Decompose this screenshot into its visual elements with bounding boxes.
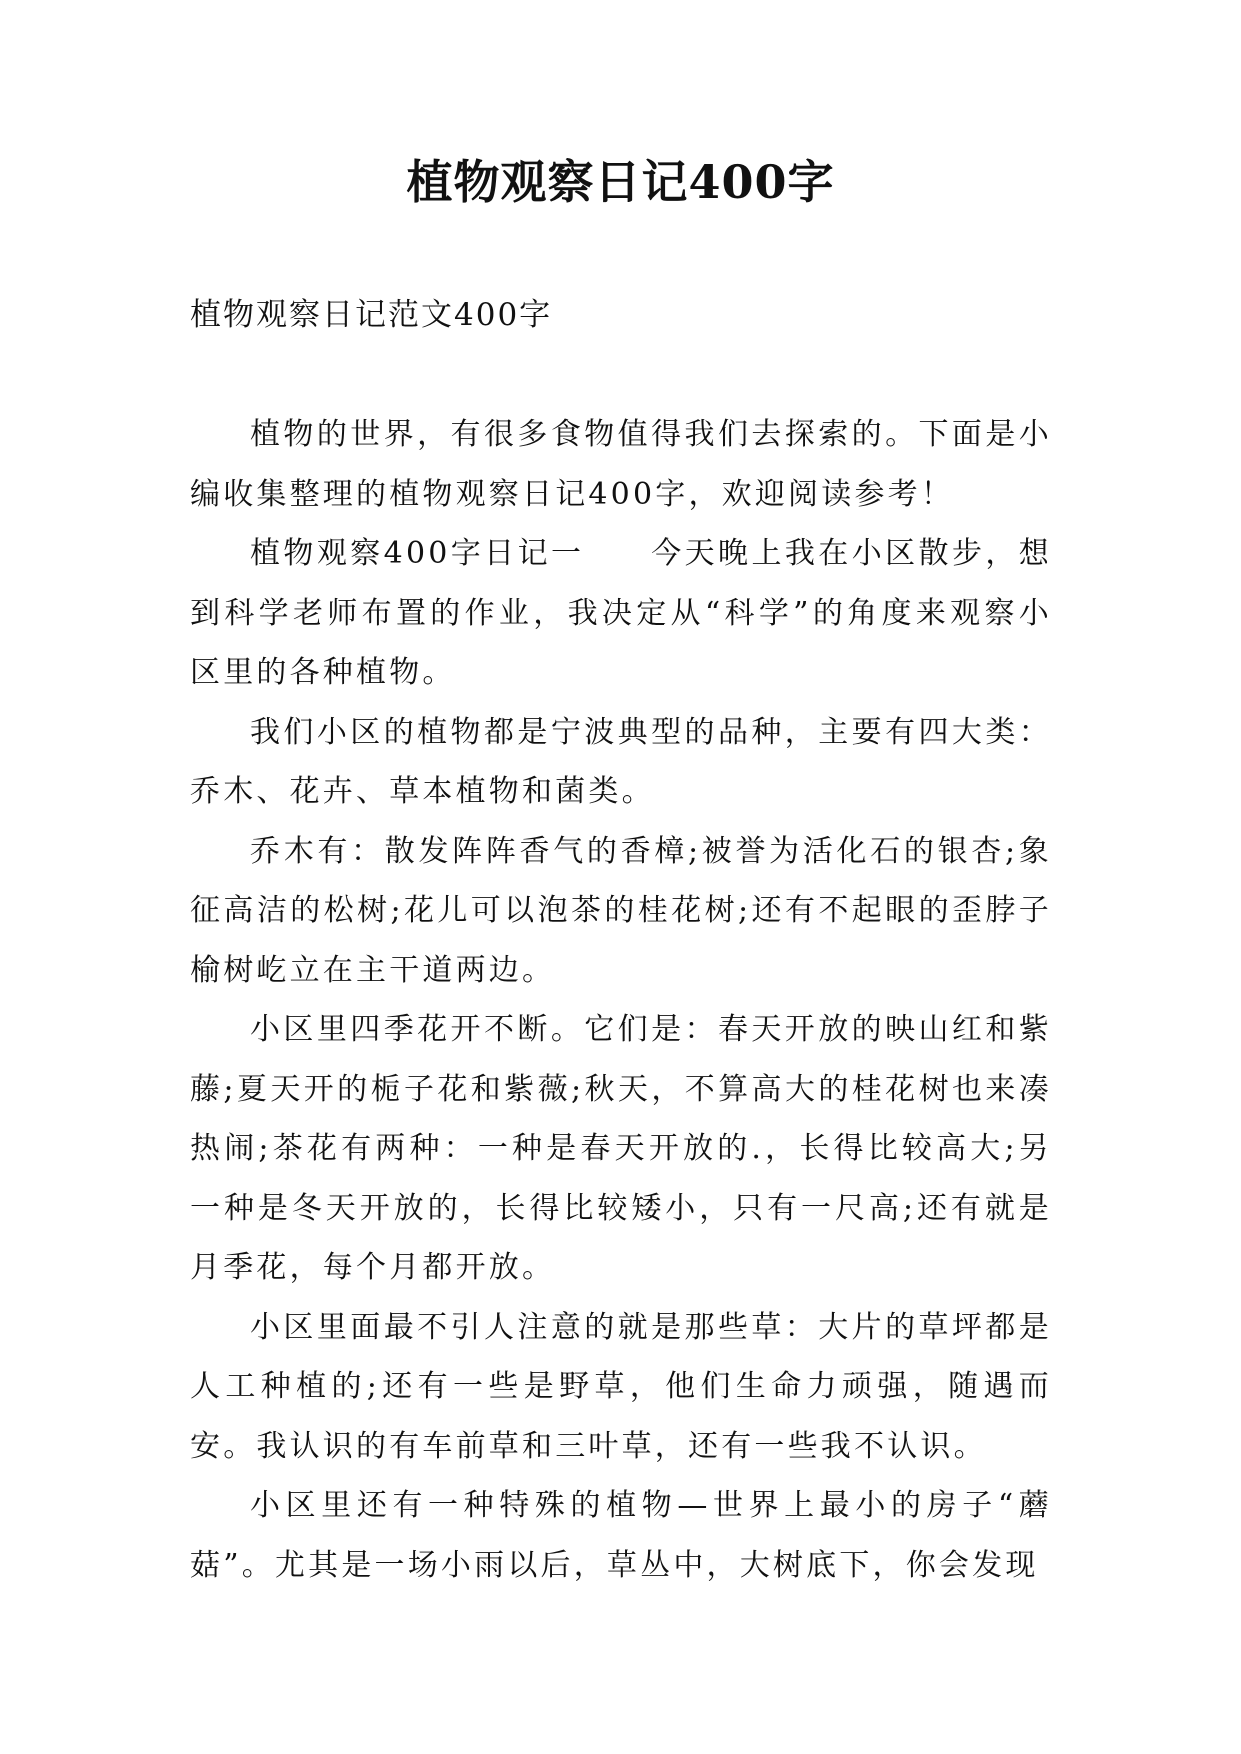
document-body xyxy=(190,405,1052,1595)
paragraph-grass: 小区里面最不引人注意的就是那些草：大片的草坪都是人工种植的;还有一些是野草，他们生命力顽强，随遇而安。我认识的有车前草和三叶草，还有一些我不认识。 xyxy=(190,1309,1052,1464)
document-title: 植物观察日记400字 xyxy=(406,155,835,209)
paragraph-intro: 植物的世界，有很多食物值得我们去探索的。下面是小编收集整理的植物观察日记400字，欢迎阅读参考！ xyxy=(190,417,1052,512)
paragraph-mushrooms: 小区里还有一种特殊的植物—世界上最小的房子“蘑菇”。尤其是一场小雨以后，草丛中，大树底下，你会发现 xyxy=(190,1488,1052,1583)
document-subtitle: 植物观察日记范文400字 xyxy=(190,297,553,333)
paragraph-trees: 乔木有：散发阵阵香气的香樟;被誉为活化石的银杏;象征高洁的松树;花儿可以泡茶的桂花树;还有不起眼的歪脖子榆树屹立在主干道两边。 xyxy=(190,833,1052,988)
paragraph-flowers: 小区里四季花开不断。它们是：春天开放的映山红和紫藤;夏天开的栀子花和紫薇;秋天，不算高大的桂花树也来凑热闹;茶花有两种：一种是春天开放的.，长得比较高大;另一种是冬天开放的，长得比较矮小，只有一尺高;还有就是月季花，每个月都开放。 xyxy=(190,1012,1052,1285)
paragraph-diary-one: 植物观察400字日记一 今天晚上我在小区散步，想到科学老师布置的作业，我决定从“科学”的角度来观察小区里的各种植物。 xyxy=(190,536,1052,690)
paragraph-plant-types: 我们小区的植物都是宁波典型的品种，主要有四大类：乔木、花卉、草本植物和菌类。 xyxy=(190,714,1052,809)
